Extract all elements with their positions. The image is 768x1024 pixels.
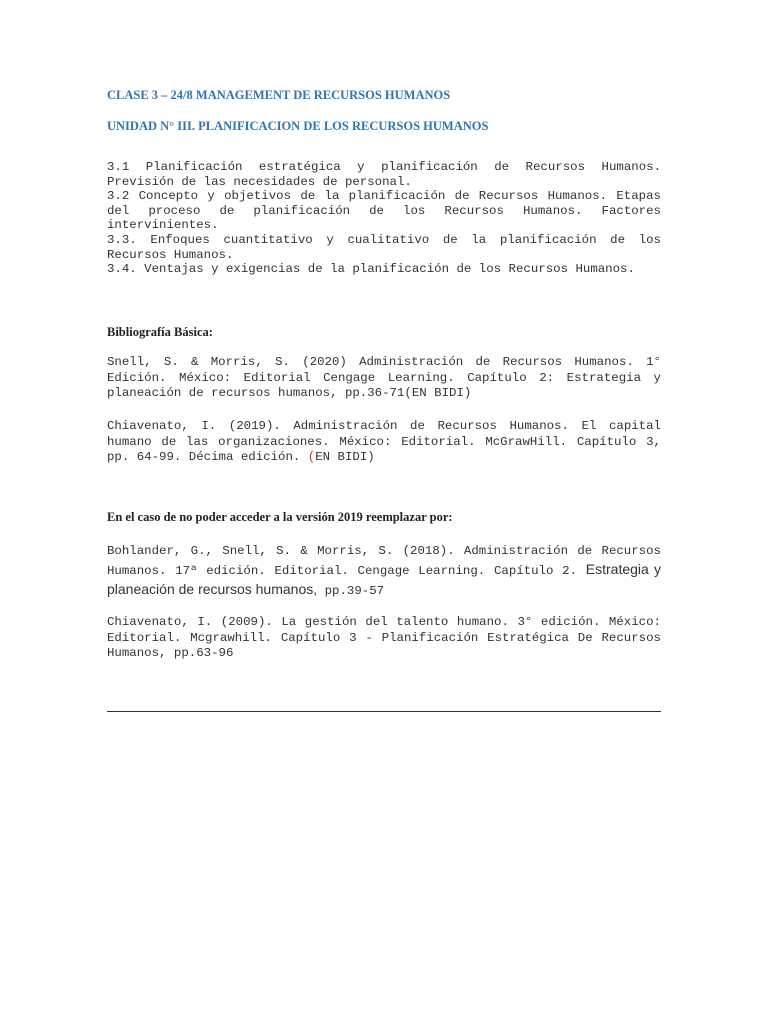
red-parenthesis: ( <box>307 450 316 464</box>
reference-text: Chiavenato, I. (2019). Administración de Recursos Humanos. El capital humano de las organizaciones. México: Editorial. McGrawHill. Capítulo 3, pp. 64-99. Décima edición. <box>107 419 661 464</box>
alternative-title: En el caso de no poder acceder a la versión 2019 reemplazar por: <box>107 510 453 524</box>
reference-snell-2020: Snell, S. & Morris, S. (2020) Administración de Recursos Humanos. 1° Edición. México: Editorial Cengage Learning. Capítulo 2: Estrategia y planeación de recursos humanos, pp.36-71(EN BIDI) <box>107 355 661 400</box>
bibliography-title: Bibliografía Básica: <box>107 325 213 339</box>
topic-item: 3.2 Concepto y objetivos de la planificación de Recursos Humanos. Etapas del proceso de planificación de los Recursos Humanos. Factores intervinientes. <box>107 189 661 233</box>
reference-chiavenato-2019 <box>107 419 661 466</box>
reference-chiavenato-2009: Chiavenato, I. (2009). La gestión del talento humano. 3° edición. México: Editorial. Mcgrawhill. Capítulo 3 - Planificación Estratégica De Recursos Humanos, pp.63-96 <box>107 615 661 660</box>
topic-item: 3.1 Planificación estratégica y planificación de Recursos Humanos. Previsión de las necesidades de personal. <box>107 160 661 189</box>
reference-pages: pp.39-57 <box>317 584 385 598</box>
topic-item: 3.3. Enfoques cuantitativo y cualitativo de la planificación de los Recursos Humanos. <box>107 232 661 262</box>
unit-title: UNIDAD N° III. PLANIFICACION DE LOS RECURSOS HUMANOS <box>107 119 489 133</box>
reference-chapter-title: Estrategia y planeación de recursos humanos, <box>107 561 661 597</box>
topic-item: 3.4. Ventajas y exigencias de la planificación de los Recursos Humanos. <box>107 262 635 277</box>
reference-text-tail: EN BIDI) <box>315 450 375 464</box>
reference-text: Bohlander, G., Snell, S. & Morris, S. (2018). Administración de Recursos Humanos. 17ª edición. Editorial. Cengage Learning. Capítulo 2. <box>107 544 661 578</box>
class-title: CLASE 3 – 24/8 MANAGEMENT DE RECURSOS HUMANOS <box>107 88 451 102</box>
topics-list <box>107 160 661 277</box>
horizontal-rule <box>107 711 661 712</box>
reference-bohlander-2018 <box>107 542 661 600</box>
